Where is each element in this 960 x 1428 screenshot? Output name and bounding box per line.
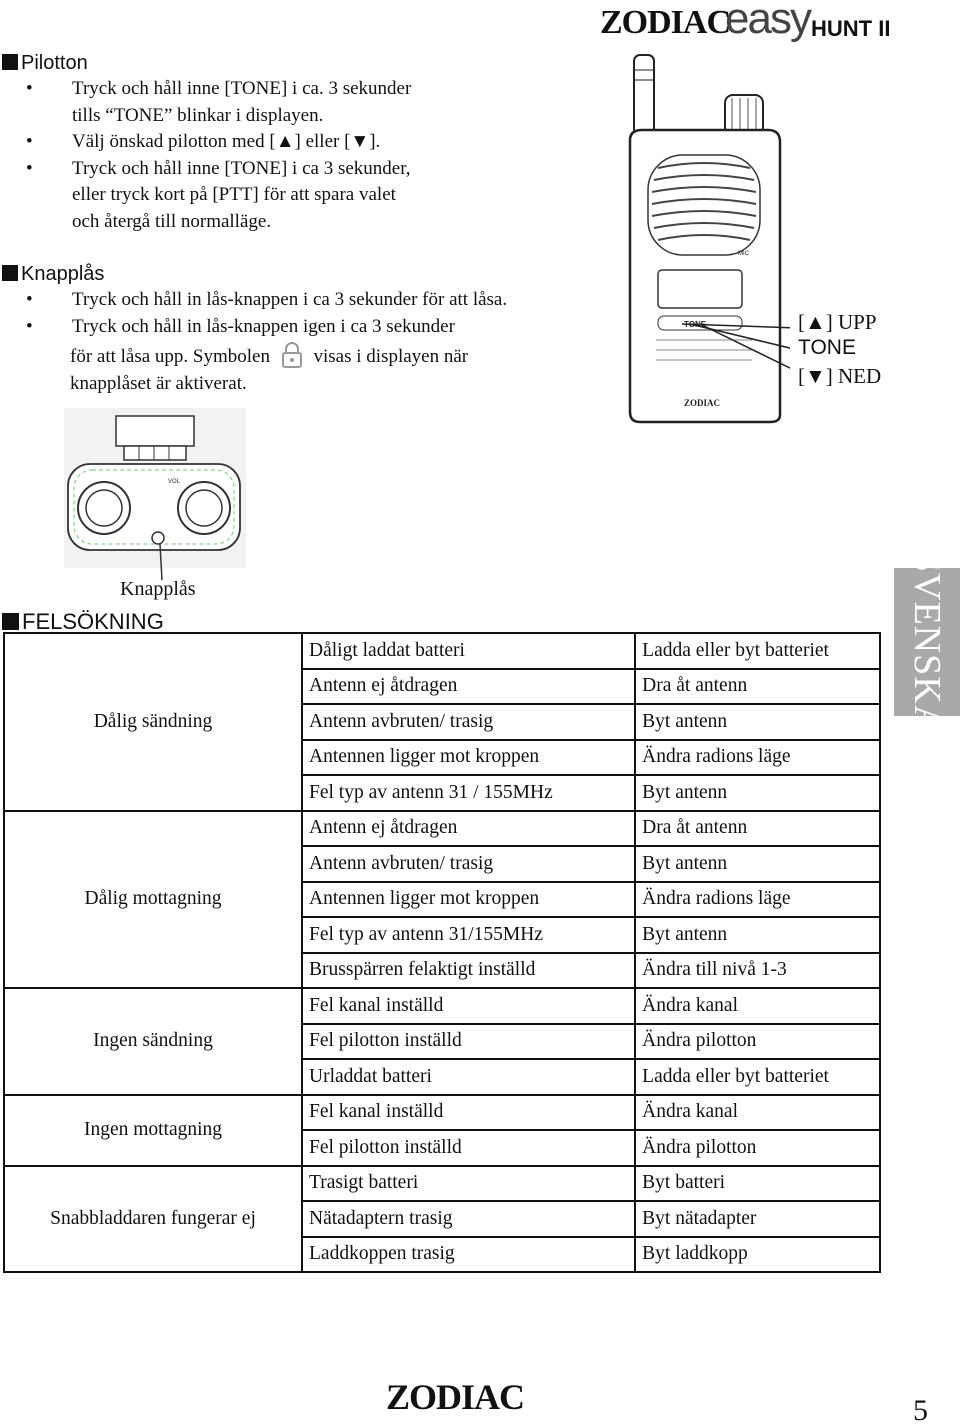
fix-cell: Byt antenn	[635, 917, 880, 953]
cause-cell: Dåligt laddat batteri	[302, 633, 635, 669]
fix-cell: Byt batteri	[635, 1166, 880, 1202]
cause-cell: Nätadaptern trasig	[302, 1201, 635, 1237]
radio-top-view-illustration	[64, 408, 246, 580]
fix-cell: Ändra pilotton	[635, 1024, 880, 1060]
antenna	[634, 55, 654, 135]
list-item: • Välj önskad pilotton med [▲] eller [▼].	[26, 131, 381, 152]
cause-cell: Antenn ej åtdragen	[302, 669, 635, 705]
table-row	[4, 1166, 880, 1202]
model-name-easy: easy	[725, 0, 810, 43]
page-number: 5	[913, 1394, 928, 1427]
fix-cell: Byt antenn	[635, 704, 880, 740]
fix-cell: Dra åt antenn	[635, 811, 880, 847]
fix-cell: Ändra kanal	[635, 988, 880, 1024]
section-title-knapplas: Knapplås	[2, 263, 602, 286]
fix-cell: Dra åt antenn	[635, 669, 880, 705]
fix-cell: Byt antenn	[635, 775, 880, 811]
cause-cell: Fel kanal inställd	[302, 988, 635, 1024]
list-item: • Tryck och håll in lås-knappen igen i ca 3 sekunder	[26, 315, 455, 337]
fix-cell: Byt antenn	[635, 846, 880, 882]
tone-label: TONE	[798, 336, 856, 359]
table-row	[4, 1095, 880, 1131]
section-title-pilotton: Pilotton	[2, 52, 562, 75]
cause-cell: Fel typ av antenn 31/155MHz	[302, 917, 635, 953]
square-bullet-icon	[2, 54, 18, 70]
table-row	[4, 811, 880, 847]
section-title-felsokning: FELSÖKNING	[2, 609, 164, 635]
cause-cell: Antenn avbruten/ trasig	[302, 846, 635, 882]
fix-cell: Ändra radions läge	[635, 740, 880, 776]
cause-cell: Fel typ av antenn 31 / 155MHz	[302, 775, 635, 811]
cause-cell: Fel pilotton inställd	[302, 1130, 635, 1166]
footer-brand-logo: ZODIAC	[386, 1377, 525, 1417]
model-name-hunt: HUNT II	[811, 16, 891, 41]
knapplas-section	[2, 263, 602, 397]
symptom-cell: Snabbladdaren fungerar ej	[4, 1166, 302, 1273]
language-tab-label: SVENSKA	[906, 550, 948, 734]
symptom-cell: Dålig mottagning	[4, 811, 302, 989]
fix-cell: Ladda eller byt batteriet	[635, 1059, 880, 1095]
knapplas-continuation: för att låsa upp. Symbolen visas i displayen när knapplåset är aktiverat.	[2, 340, 602, 397]
cause-cell: Antennen ligger mot kroppen	[302, 740, 635, 776]
cause-cell: Laddkoppen trasig	[302, 1237, 635, 1273]
square-bullet-icon	[2, 265, 18, 281]
radio-front-illustration	[620, 50, 790, 430]
cause-cell: Antennen ligger mot kroppen	[302, 882, 635, 918]
radio-display	[658, 270, 742, 308]
cause-cell: Antenn ej åtdragen	[302, 811, 635, 847]
brand-logo: ZODIAC	[600, 4, 731, 41]
fix-cell: Ändra radions läge	[635, 882, 880, 918]
troubleshooting-table	[3, 632, 881, 1273]
speaker-grille	[648, 155, 760, 255]
symptom-cell: Dålig sändning	[4, 633, 302, 811]
knapplas-list	[2, 287, 602, 340]
radio-brand-small: ZODIAC	[684, 398, 721, 408]
cause-cell: Urladdat batteri	[302, 1059, 635, 1095]
header-logo	[598, 0, 898, 48]
mic-label: MIC	[738, 251, 749, 257]
list-item: • Tryck och håll inne [TONE] i ca. 3 sekunder tills “TONE” blinkar i displayen.	[26, 78, 412, 126]
fix-cell: Ladda eller byt batteriet	[635, 633, 880, 669]
fix-cell: Byt nätadapter	[635, 1201, 880, 1237]
fix-cell: Ändra till nivå 1-3	[635, 953, 880, 989]
square-bullet-icon	[2, 613, 19, 630]
cause-cell: Fel pilotton inställd	[302, 1024, 635, 1060]
list-item: • Tryck och håll in lås-knappen i ca 3 sekunder för att låsa.	[26, 289, 508, 310]
lock-icon	[279, 340, 305, 370]
fix-cell: Ändra kanal	[635, 1095, 880, 1131]
cause-cell: Fel kanal inställd	[302, 1095, 635, 1131]
table-row	[4, 988, 880, 1024]
list-item: • Tryck och håll inne [TONE] i ca 3 sekunder, eller tryck kort på [PTT] för att spara valet och återgå till normalläge.	[26, 157, 411, 232]
symptom-cell: Ingen sändning	[4, 988, 302, 1095]
lock-button	[152, 532, 164, 544]
cause-cell: Brusspärren felaktigt inställd	[302, 953, 635, 989]
cause-cell: Trasigt batteri	[302, 1166, 635, 1202]
fix-cell: Byt laddkopp	[635, 1237, 880, 1273]
upp-label: [▲] UPP	[798, 310, 877, 334]
knapplas-caption: Knapplås	[120, 578, 196, 600]
fix-cell: Ändra pilotton	[635, 1130, 880, 1166]
table-row	[4, 633, 880, 669]
pilotton-list	[2, 76, 562, 235]
cause-cell: Antenn avbruten/ trasig	[302, 704, 635, 740]
pilotton-section	[2, 52, 562, 235]
symptom-cell: Ingen mottagning	[4, 1095, 302, 1166]
vol-label: VOL	[168, 479, 181, 485]
ned-label: [▼] NED	[798, 364, 882, 388]
